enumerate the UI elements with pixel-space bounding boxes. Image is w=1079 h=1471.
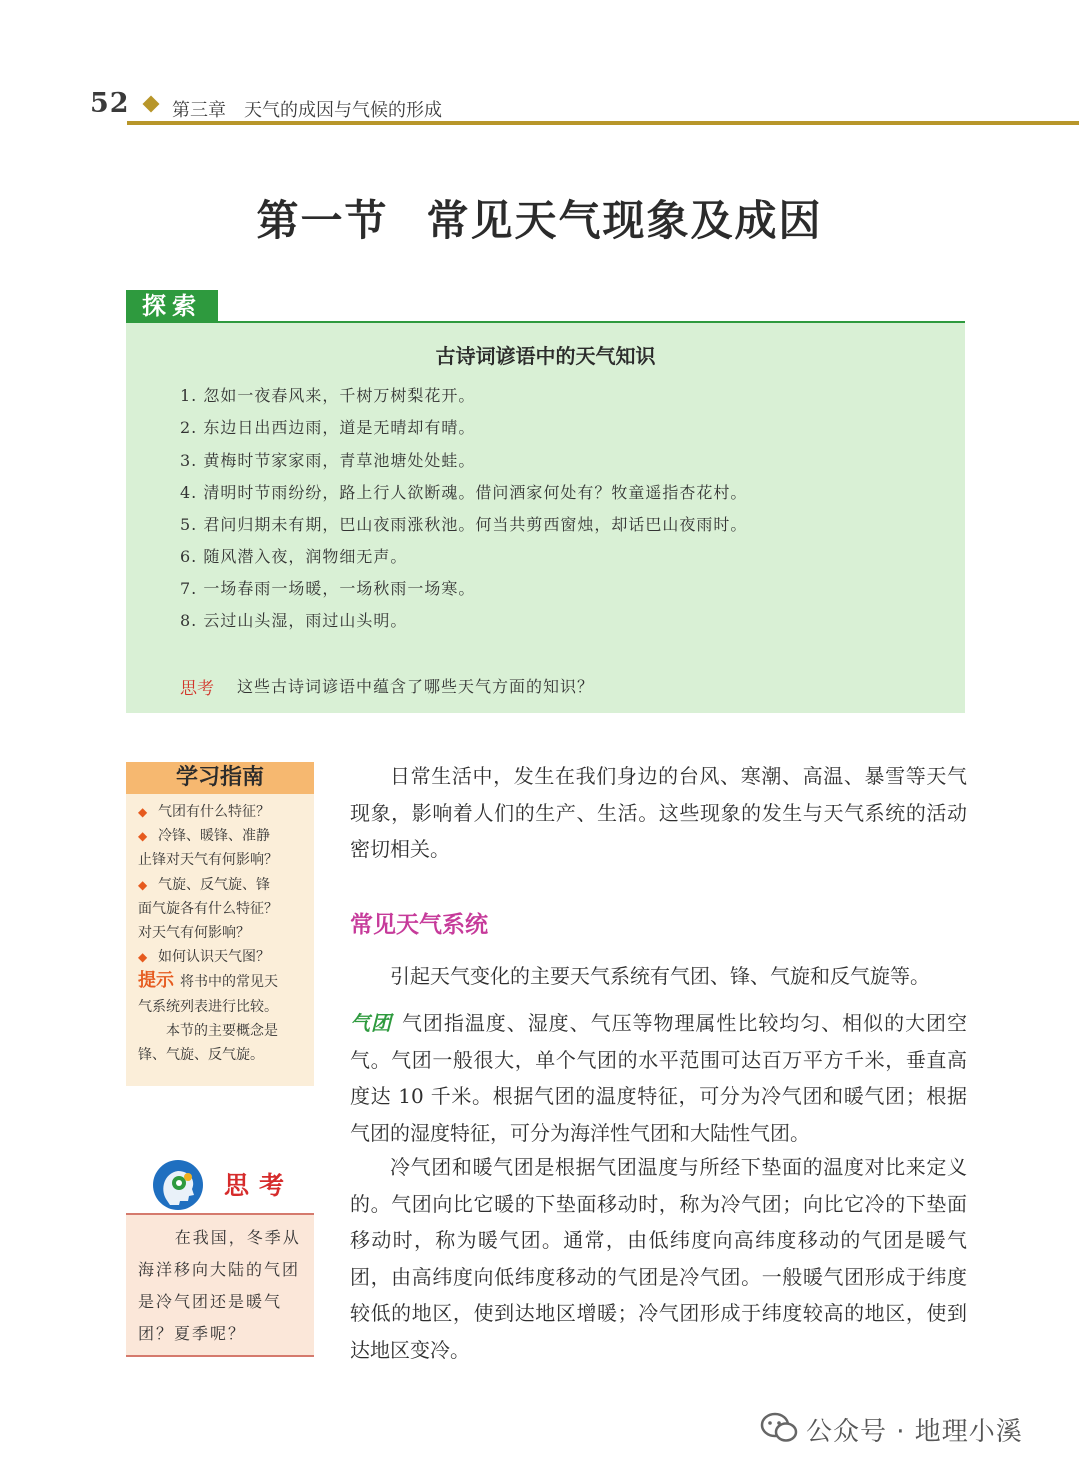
guide-question: 如何认识天气图？: [158, 949, 270, 966]
section-title: [0, 188, 1079, 248]
poem-item: 1. 忽如一夜春风来，千树万树梨花开。: [180, 386, 476, 405]
poem-item: 4. 清明时节雨纷纷，路上行人欲断魂。借问酒家何处有？牧童遥指杏花村。: [180, 483, 748, 502]
guide-question: 气旋、反气旋、锋: [158, 876, 270, 893]
watermark: 公众号 · 地理小溪: [806, 1417, 1023, 1447]
diamond-icon: [143, 96, 160, 113]
page-number: 52: [90, 88, 130, 119]
poem-item: 5. 君问归期未有期，巴山夜雨涨秋池。何当共剪西窗烛，却话巴山夜雨时。: [180, 515, 748, 534]
subheading: 常见天气系统: [350, 912, 488, 938]
paragraph: 引起天气变化的主要天气系统有气团、锋、气旋和反气旋等。: [390, 964, 930, 988]
intro-paragraph: 日常生活中，发生在我们身边的台风、寒潮、高温、暴雪等天气现象，影响着人们的生产、生活。这些现象的发生与天气系统的活动密切相关。: [350, 764, 967, 861]
divider: [126, 1355, 314, 1357]
key-concepts: 本节的主要概念是: [166, 1022, 278, 1039]
guide-question: 气团有什么特征？: [158, 804, 270, 820]
poem-item: 3. 黄梅时节家家雨，青草池塘处处蛙。: [180, 451, 476, 470]
poem-item: 8. 云过山头湿，雨过山头明。: [180, 611, 408, 630]
term-label: 气团: [350, 1011, 392, 1035]
diamond-bullet-icon: ◆: [138, 950, 148, 965]
diamond-bullet-icon: ◆: [138, 829, 148, 844]
guide-question: 冷锋、暖锋、准静: [158, 828, 270, 845]
think-label: 思考: [180, 679, 214, 699]
section-name: 常见天气现象及成因: [426, 196, 823, 245]
diamond-bullet-icon: ◆: [138, 805, 148, 819]
air-mass-paragraph: [350, 1005, 967, 1151]
key-concepts-cont: 锋、气旋、反气旋。: [138, 1047, 264, 1064]
diamond-bullet-icon: ◆: [138, 877, 148, 892]
chapter-title: 第三章 天气的成因与气候的形成: [172, 100, 442, 121]
think-sidebar-text: 在我国，冬季从海洋移向大陆的气团是冷气团还是暖气团？夏季呢？: [138, 1228, 301, 1343]
hint-label: 提示: [138, 970, 174, 992]
explore-tab: 探索: [126, 290, 218, 323]
guide-question-cont: 面气旋各有什么特征？: [138, 900, 278, 917]
study-guide-title: 学习指南: [126, 762, 314, 794]
poem-item: 7. 一场春雨一场暖，一场秋雨一场寒。: [180, 579, 476, 598]
paragraph: 冷气团和暖气团是根据气团温度与所经下垫面的温度对比来定义的。气团向比它暖的下垫面移动时，称为冷气团；向比它冷的下垫面移动时，称为暖气团。通常，由低纬度向高纬度移动的气团是暖气团，由高纬度向低纬度移动的气团是冷气团。一般暖气团形成于纬度较低的地区，使到达地区增暖；冷气团形成于纬度较高的地区，使到达地区变冷。: [350, 1155, 967, 1362]
header-rule: [127, 121, 1079, 125]
study-guide-content: [138, 800, 308, 1067]
poem-item: 6. 随风潜入夜，润物细无声。: [180, 547, 408, 566]
guide-question-cont: 对天气有何影响？: [138, 925, 250, 942]
wechat-icon: [760, 1411, 798, 1445]
think-question: 这些古诗词谚语中蕴含了哪些天气方面的知识？: [237, 677, 595, 696]
hint-text: 将书中的常见天: [180, 974, 278, 991]
poem-item: 2. 东边日出西边雨，道是无晴却有晴。: [180, 418, 476, 437]
guide-question-cont: 止锋对天气有何影响？: [138, 852, 278, 869]
section-number: 第一节: [256, 196, 389, 245]
explore-heading: 古诗词谚语中的天气知识: [435, 344, 656, 368]
head-gear-icon: [152, 1159, 204, 1211]
hint-text-cont: 气系统列表进行比较。: [138, 998, 278, 1015]
paragraph-text: 气团指温度、湿度、气压等物理属性比较均匀、相似的大团空气。气团一般很大，单个气团的水平范围可达百万平方千米，垂直高度达 10 千米。根据气团的温度特征，可分为冷气团和暖气团；根据气团的湿度特征，可分为海洋性气团和大陆性气团。: [350, 1011, 968, 1145]
think-sidebar-title: 思考: [224, 1171, 295, 1200]
